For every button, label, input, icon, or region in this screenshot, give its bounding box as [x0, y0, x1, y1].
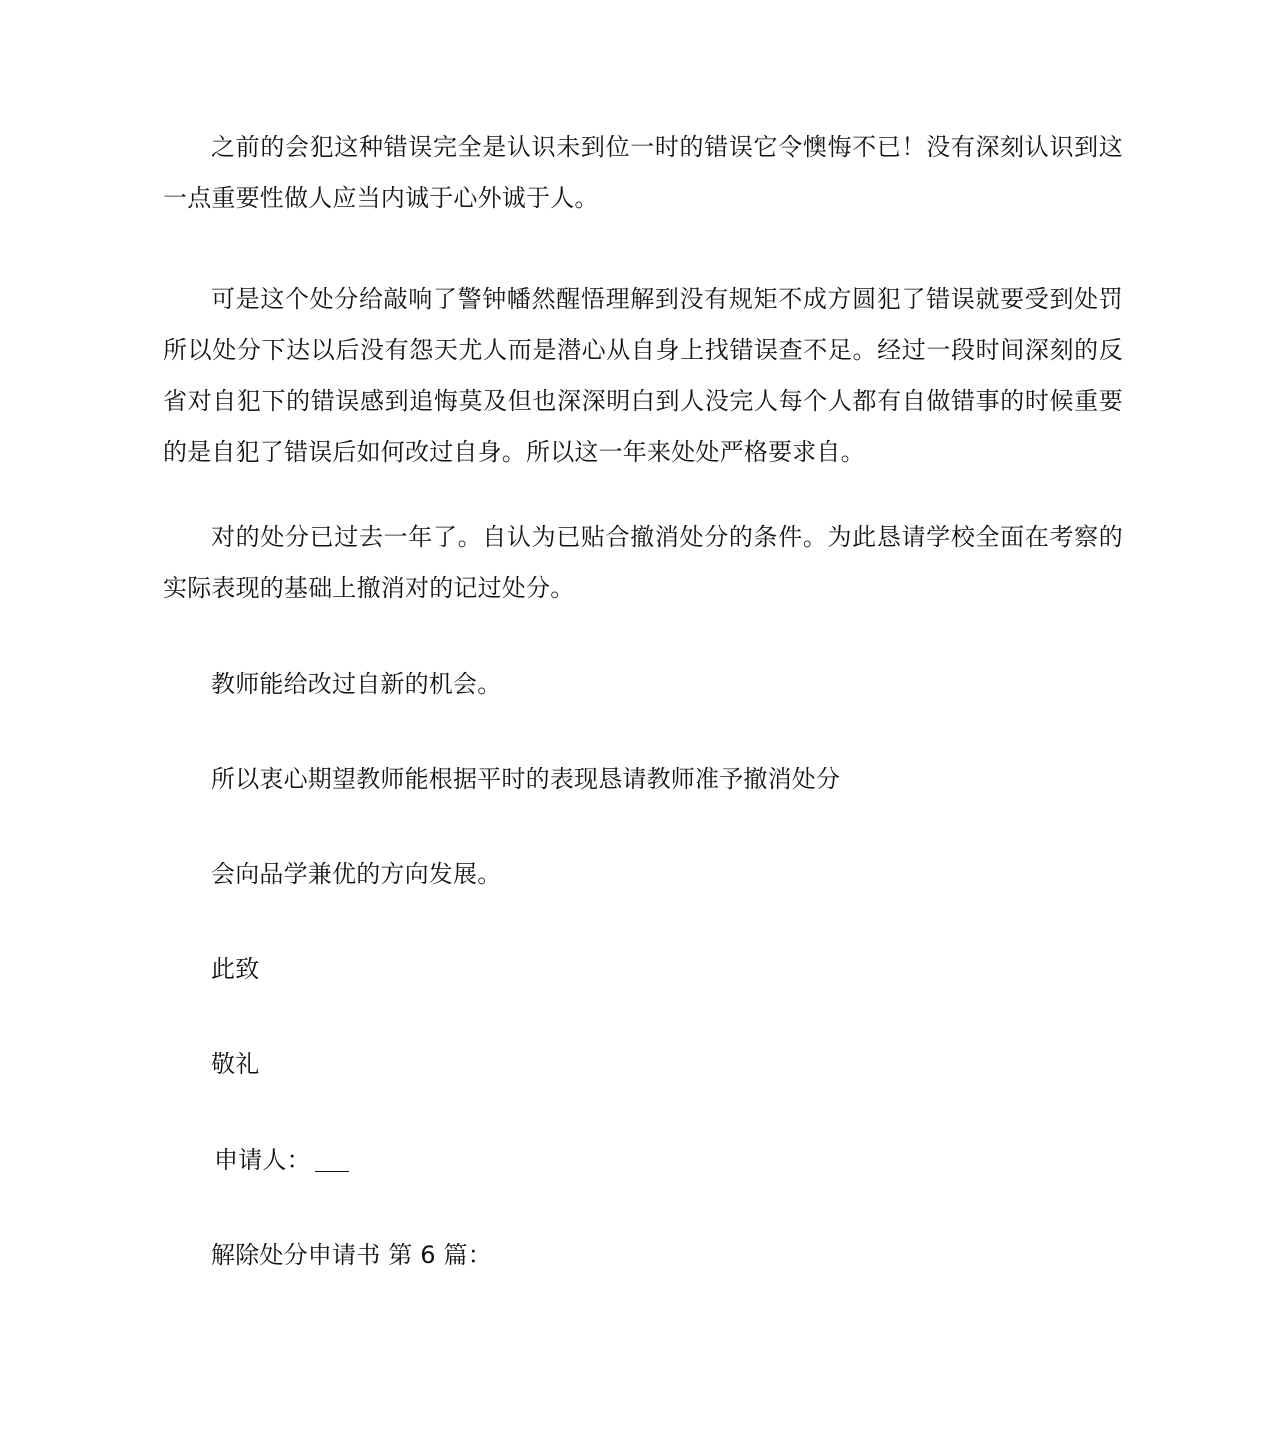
- applicant-signature-blank: [315, 1147, 349, 1172]
- line-hope: 所以衷心期望教师能根据平时的表现恳请教师准予撤消处分: [211, 765, 841, 793]
- regards: 敬礼: [211, 1050, 260, 1078]
- salutation: 此致: [211, 955, 260, 983]
- paragraph-regret: 之前的会犯这种错误完全是认识未到位一时的错误它令懊悔不已！没有深刻认识到这一点重要性做人应当内诚于心外诚于人。: [163, 133, 1123, 212]
- next-section-title: 解除处分申请书 第 6 篇：: [211, 1241, 492, 1269]
- paragraph-reflection: 可是这个处分给敲响了警钟幡然醒悟理解到没有规矩不成方圆犯了错误就要受到处罚所以处分下达以后没有怨天尤人而是潜心从自身上找错误查不足。经过一段时间深刻的反省对自犯下的错误感到追悔莫及但也深深明白到人没完人每个人都有自做错事的时候重要的是自犯了错误后如何改过自身。所以这一年来处处严格要求自。: [163, 285, 1123, 466]
- applicant-line: [214, 1143, 349, 1177]
- line-chance: 教师能给改过自新的机会。: [211, 670, 502, 698]
- applicant-label: 申请人：: [214, 1146, 311, 1174]
- line-develop: 会向品学兼优的方向发展。: [211, 860, 502, 888]
- paragraph-request: 对的处分已过去一年了。自认为已贴合撤消处分的条件。为此恳请学校全面在考察的实际表现的基础上撤消对的记过处分。: [163, 523, 1123, 602]
